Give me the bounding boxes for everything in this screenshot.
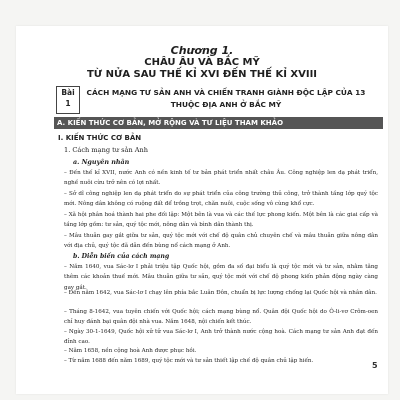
subsection-heading: 1. Cách mạng tư sản Anh [64, 146, 149, 154]
chapter-title-line2: TỪ NỬA SAU THẾ KỈ XVI ĐẾN THẾ KỈ XVIII [86, 69, 318, 80]
paragraph: – Đến thế kỉ XVII, nước Anh có nền kinh tế tư bản phát triển nhất châu Âu. Công nghiệp len dạ phát triển, nghề nuôi cừu trở nên có lợi nhất. [64, 170, 378, 187]
lesson-box-number: 1 [65, 99, 71, 108]
lesson-title: CÁCH MẠNG TƯ SẢN ANH VÀ CHIẾN TRANH GIÀNH ĐỘC LẬP CỦA 13 THUỘC ĐỊA ANH Ở BẮC MỸ [86, 88, 366, 109]
paragraph: – Mâu thuẫn gay gắt giữa tư sản, quý tộc mới với chế độ quân chủ chuyên chế và mâu thuẫn giữa nông dân với địa chủ, quý tộc đã dẫn đến bùng nổ cách mạng ở Anh. [64, 233, 378, 250]
paragraph: – Từ năm 1688 đến năm 1689, quý tộc mới và tư sản thiết lập chế độ quân chủ lập hiến. [64, 358, 314, 364]
chapter-title-line1: CHÂU ÂU VÀ BẮC MỸ [144, 57, 260, 68]
book-page [16, 26, 388, 394]
lesson-number-box [56, 86, 80, 114]
paragraph: – Ngày 30-1-1649, Quốc hội xử tử vua Sác-lơ I, Anh trở thành nước cộng hoà. Cách mạng tư sản Anh đạt đến đỉnh cao. [64, 329, 378, 346]
page-number: 5 [372, 361, 378, 370]
paragraph: – Năm 1658, nền cộng hoà Anh được phục hồi. [64, 348, 197, 354]
section-bar: A. KIẾN THỨC CƠ BẢN, MỞ RỘNG VÀ TƯ LIỆU THAM KHẢO [54, 117, 383, 129]
paragraph: – Năm 1640, vua Sác-lơ I phải triệu tập Quốc hội, gồm đa số đại biểu là quý tộc mới và tư sản, nhằm tăng thêm các khoản thuế mới. Mâu thuẫn giữa tư sản, quý tộc mới với chế độ phong kiến phản động ngày càng gay gắt. [64, 264, 378, 291]
paragraph: – Tháng 8-1642, vua tuyên chiến với Quốc hội; cách mạng bùng nổ. Quân đội Quốc hội do Ô-li-vơ Crôm-oen chỉ huy đánh bại quân đội nhà vua. Năm 1648, nội chiến kết thúc. [64, 309, 378, 326]
section-heading: I. KIẾN THỨC CƠ BẢN [58, 134, 142, 142]
paragraph-heading: b. Diễn biến của cách mạng [73, 253, 170, 260]
paragraph: – Xã hội phân hoá thành hai phe đối lập: Một bên là vua và các thế lực phong kiến. Một bên là các giai cấp và tầng lớp gồm: tư sản, quý tộc mới, nông dân và bình dân thành thị. [64, 212, 378, 229]
paragraph: – Sở dĩ công nghiệp len dạ phát triển do sự phát triển của công trường thủ công, trở thành tầng lớp quý tộc mới. Nông dân không có ruộng đất để trồng trọt, chăn nuôi, cuộc sống vô cùng khổ cực. [64, 191, 378, 208]
subsubsection-heading: a. Nguyên nhân [73, 158, 130, 166]
lesson-header [56, 86, 366, 112]
lesson-box-label: Bài [61, 88, 75, 97]
paragraph: – Đến năm 1642, vua Sác-lơ I chạy lên phía bắc Luân Đôn, chuẩn bị lực lượng chống lại Quốc hội và nhân dân. [64, 290, 377, 296]
chapter-label: Chương 1. [170, 44, 234, 57]
